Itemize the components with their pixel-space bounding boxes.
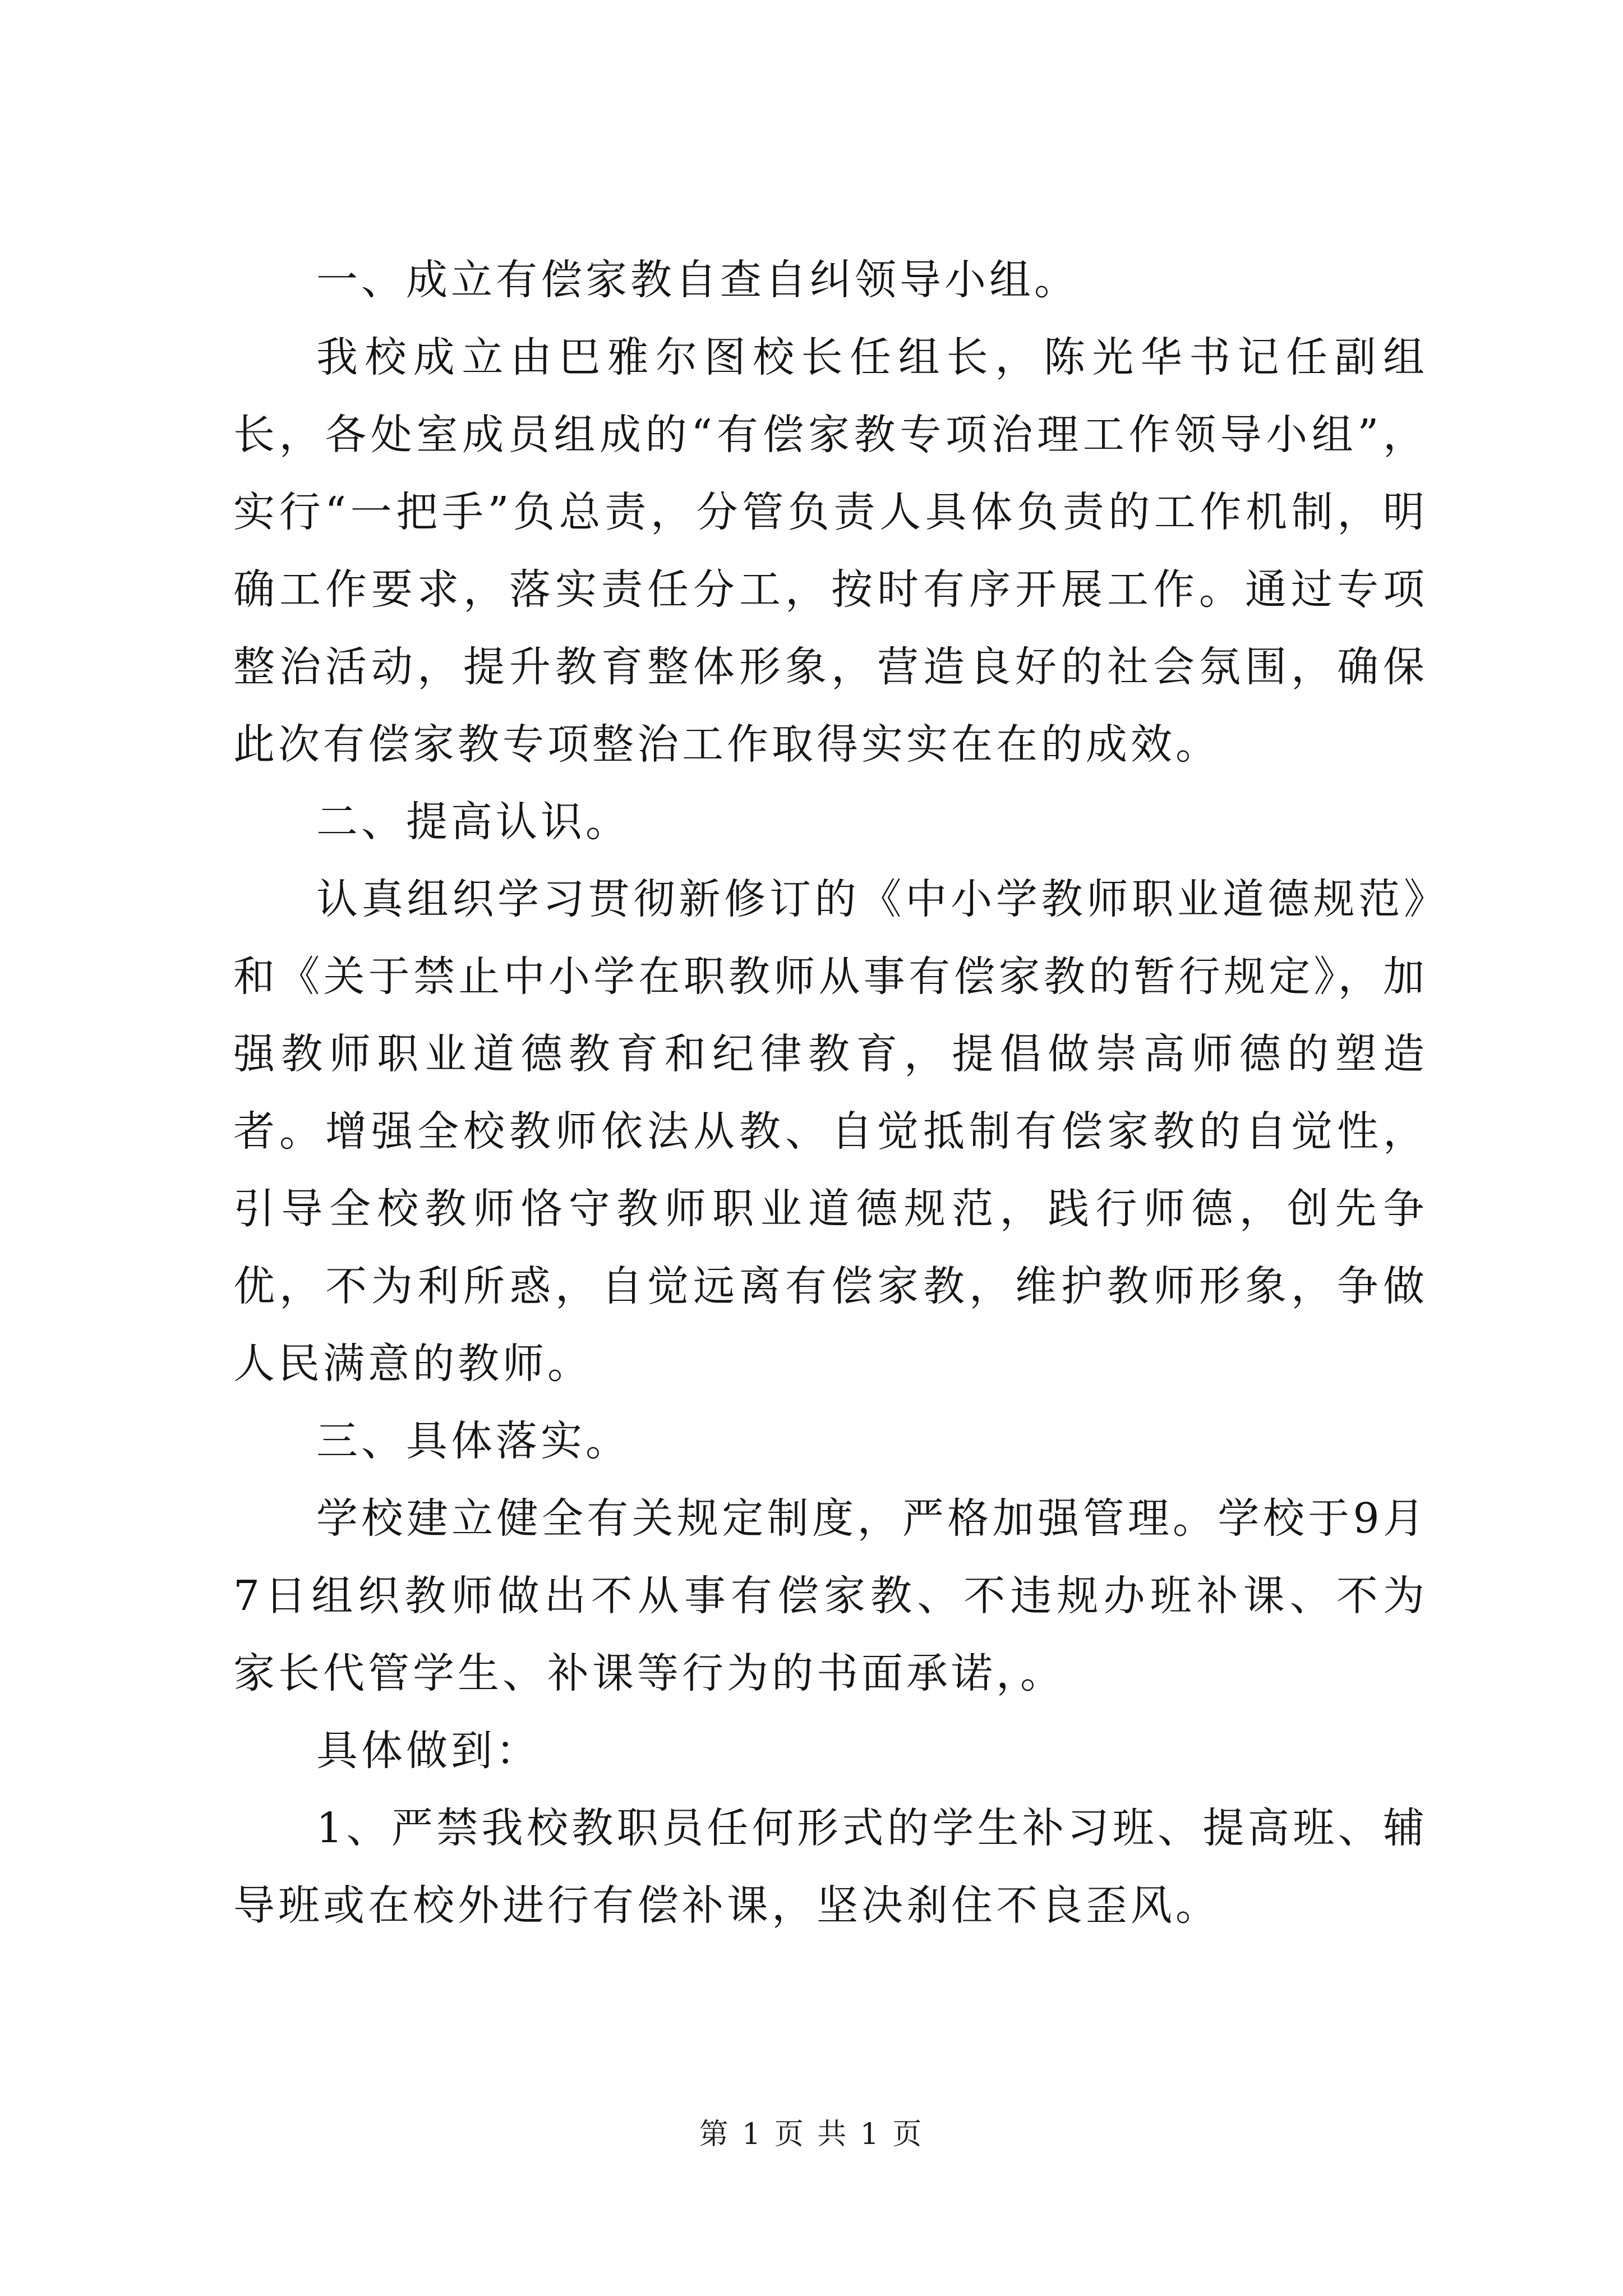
document-body — [233, 241, 1428, 1944]
paragraph-leadership-group: 我校成立由巴雅尔图校长任组长，陈光华书记任副组长，各处室成员组成的“有偿家教专项治理工作领导小组”，实行“一把手”负总责，分管负责人具体负责的工作机制，明确工作要求，落实责任分工，按时有序开展工作。通过专项整治活动，提升教育整体形象，营造良好的社会氛围，确保此次有偿家教专项整治工作取得实实在在的成效。 — [233, 333, 1428, 769]
list-item-1: 1、严禁我校教职员任何形式的学生补习班、提高班、辅导班或在校外进行有偿补课，坚决刹住不良歪风。 — [233, 1804, 1428, 1930]
paragraph-awareness: 认真组织学习贯彻新修订的《中小学教师职业道德规范》和《关于禁止中小学在职教师从事有偿家教的暂行规定》，加强教师职业道德教育和纪律教育，提倡做崇高师德的塑造者。增强全校教师依法从教、自觉抵制有偿家教的自觉性，引导全校教师恪守教师职业道德规范，践行师德，创先争优，不为利所惑，自觉远离有偿家教，维护教师形象，争做人民满意的教师。 — [233, 875, 1428, 1388]
paragraph-implementation: 学校建立健全有关规定制度，严格加强管理。学校于9月7日组织教师做出不从事有偿家教、不违规办班补课、不为家长代管学生、补课等行为的书面承诺，。 — [233, 1494, 1428, 1697]
page-footer: 第 1 页 共 1 页 — [699, 2118, 924, 2151]
paragraph-specifics-intro: 具体做到： — [316, 1727, 541, 1775]
section-heading-1: 一、成立有偿家教自查自纠领导小组。 — [316, 256, 1079, 304]
section-heading-3: 三、具体落实。 — [316, 1417, 630, 1465]
section-heading-2: 二、提高认识。 — [316, 798, 630, 846]
